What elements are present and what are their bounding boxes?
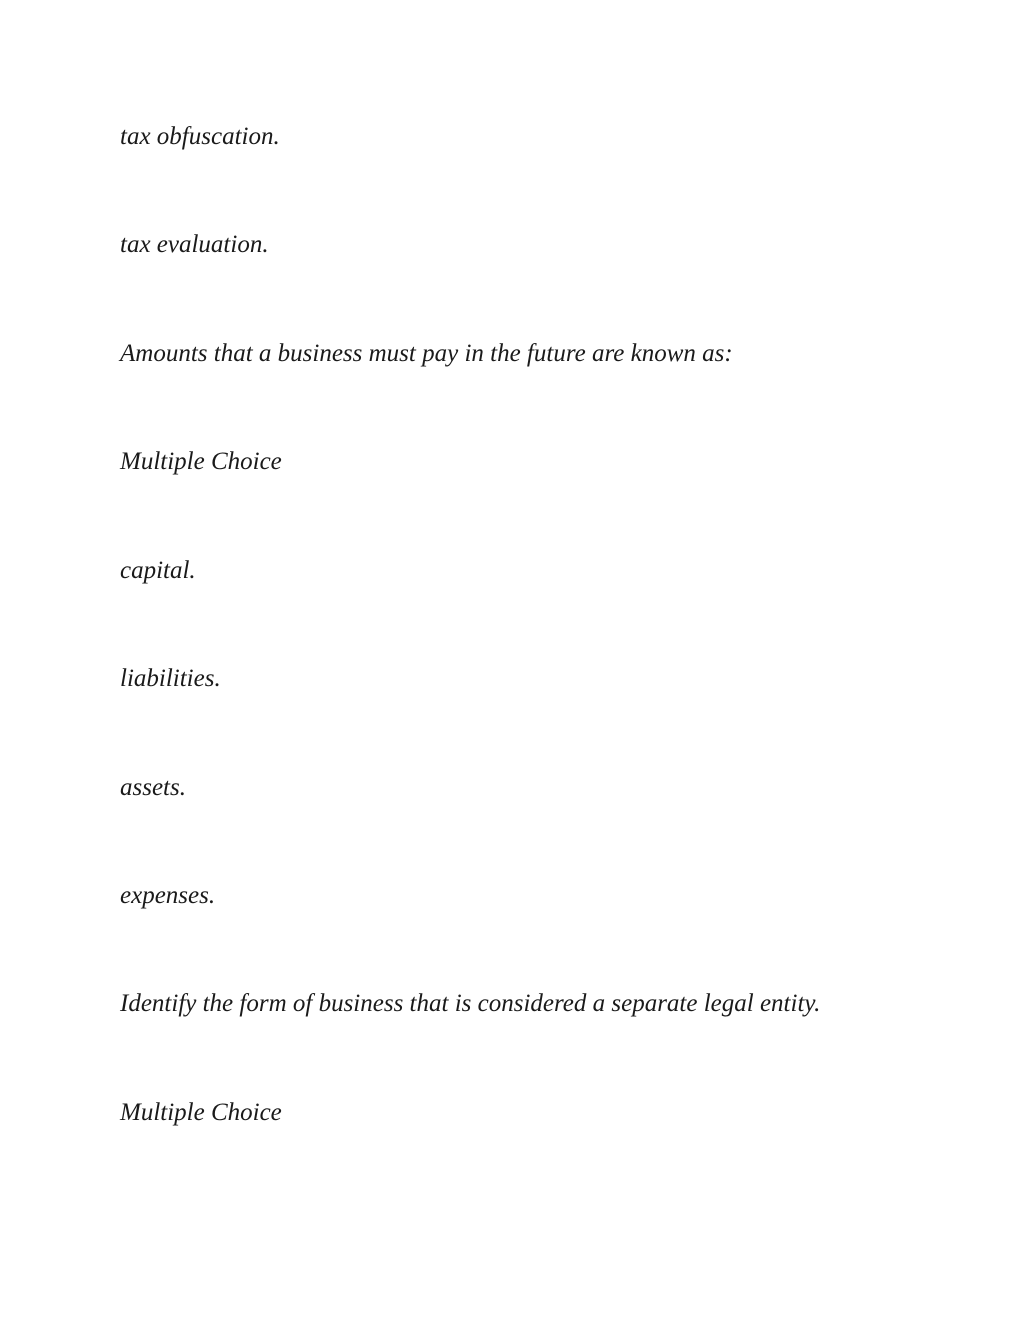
answer-option-assets: assets.	[120, 774, 186, 801]
answer-option-tax-evaluation: tax evaluation.	[120, 231, 269, 258]
answer-option-expenses: expenses.	[120, 882, 216, 909]
answer-option-tax-obfuscation: tax obfuscation.	[120, 123, 280, 150]
answer-option-liabilities: liabilities.	[120, 665, 221, 692]
question-text: Amounts that a business must pay in the future are known as:	[120, 340, 733, 367]
question-text: Identify the form of business that is considered a separate legal entity.	[120, 990, 821, 1017]
question-type-label: Multiple Choice	[120, 448, 282, 475]
question-type-label: Multiple Choice	[120, 1099, 282, 1126]
answer-option-capital: capital.	[120, 557, 196, 584]
